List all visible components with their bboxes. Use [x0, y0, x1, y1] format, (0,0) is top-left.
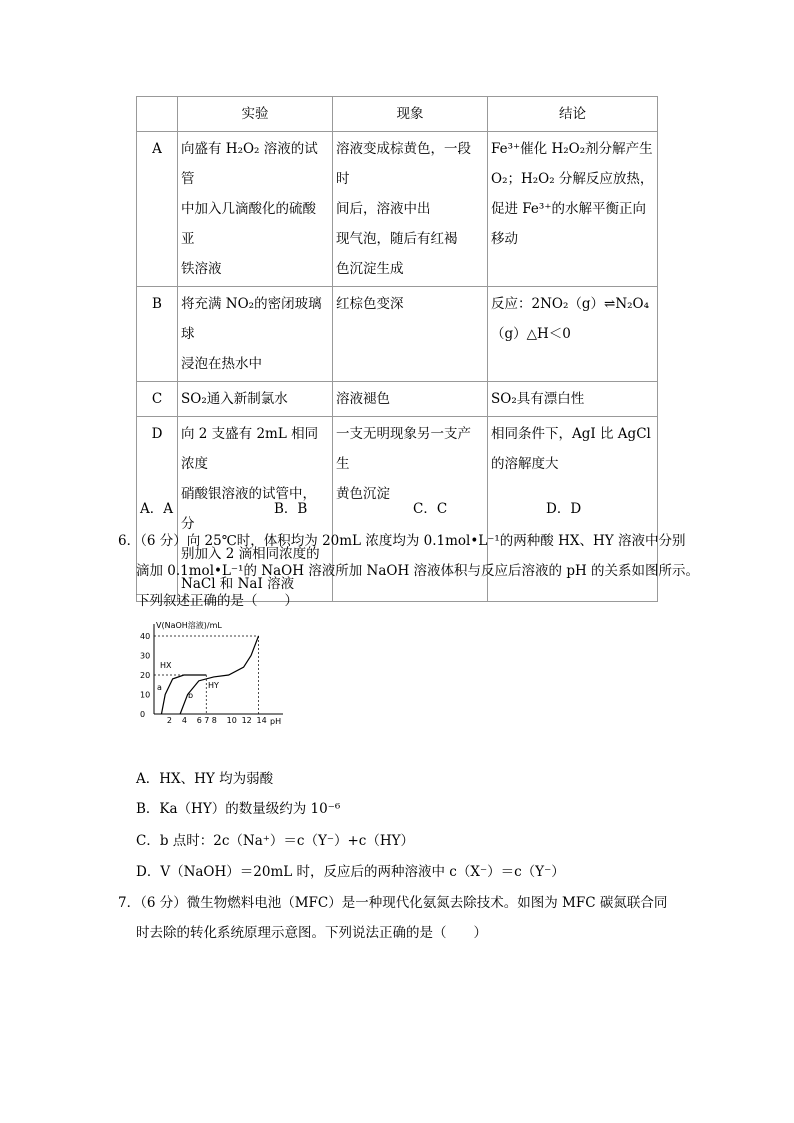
cell-line: 黄色沉淀: [336, 486, 390, 502]
cell-line: SO₂具有漂白性: [491, 391, 585, 407]
tick-labels: [140, 632, 267, 725]
cell-phenomenon: [333, 132, 488, 287]
y-tick-label: 10: [140, 690, 151, 700]
cell-line: （g）△H＜0: [491, 326, 571, 342]
x-tick-label: 6: [196, 716, 202, 725]
y-tick-label: 30: [140, 651, 151, 661]
point-a-label: a: [157, 683, 162, 692]
q5-option-c: C．C: [413, 501, 448, 517]
table-row: [137, 382, 658, 417]
series-group: [154, 636, 259, 714]
cell-phenomenon: [333, 287, 488, 382]
header-phenomenon: 现象: [333, 97, 488, 132]
header-experiment: 实验: [178, 97, 333, 132]
cell-line: 的溶解度大: [491, 456, 559, 472]
q6-option-a: A．HX、HY 均为弱酸: [136, 771, 274, 787]
x-tick-label: 10: [226, 716, 237, 725]
x-tick-label: 14: [256, 716, 267, 725]
cell-line: 色沉淀生成: [336, 261, 404, 277]
cell-line: 浸泡在热水中: [181, 356, 262, 372]
q6-stem-line: 6．（6 分）向 25℃时，体积均为 20mL 浓度均为 0.1mol•L⁻¹的两种酸 HX、HY 溶液中分别: [118, 533, 686, 549]
x-tick-label: 8: [211, 716, 217, 725]
row-label: D: [137, 417, 178, 602]
y-tick-label: 40: [140, 632, 151, 641]
q5-option-d: D．D: [546, 501, 582, 517]
point-b-label: b: [188, 691, 194, 700]
q7-stem-line: 7．（6 分）微生物燃料电池（MFC）是一种现代化氨氮去除技术。如图为 MFC 碳氮联合同: [118, 895, 668, 911]
cell-experiment: [178, 287, 333, 382]
cell-line: 红棕色变深: [336, 296, 404, 312]
ph-titration-graph: [138, 618, 288, 728]
cell-line: 中加入几滴酸化的硫酸亚: [181, 201, 316, 247]
cell-line: O₂；H₂O₂ 分解反应放热，: [491, 171, 654, 187]
q6-stem-line: 下列叙述正确的是（ ）: [136, 593, 298, 609]
cell-line: 间后，溶液中出: [336, 201, 431, 217]
cell-line: 反应：2NO₂（g）⇌N₂O₄: [491, 296, 650, 312]
row-label: C: [137, 382, 178, 417]
cell-line: SO₂通入新制氯水: [181, 391, 288, 407]
cell-line: 一支无明现象另一支产生: [336, 426, 471, 472]
series-label-hy: HY: [208, 681, 219, 690]
cell-conclusion: [488, 287, 658, 382]
q7-stem-line: 时去除的转化系统原理示意图。下列说法正确的是（ ）: [136, 925, 487, 941]
table-row: [137, 287, 658, 382]
cell-experiment: [178, 132, 333, 287]
q5-option-b: B．B: [274, 501, 308, 517]
cell-experiment: [178, 382, 333, 417]
cell-line: 溶液褪色: [336, 391, 390, 407]
table-row: [137, 132, 658, 287]
q6-option-c: C．b 点时：2c（Na⁺）＝c（Y⁻）+c（HY）: [136, 833, 415, 849]
q6-option-b: B．Ka（HY）的数量级约为 10⁻⁶: [136, 801, 341, 817]
cell-line: 现气泡，随后有红褐: [336, 231, 458, 247]
y-tick-label: 0: [140, 710, 146, 719]
cell-line: 向 2 支盛有 2mL 相同浓度: [181, 426, 319, 472]
row-label: B: [137, 287, 178, 382]
cell-line: 硝酸银溶液的试管中，分: [181, 486, 316, 532]
y-tick-label: 20: [140, 671, 151, 680]
cell-line: NaCl 和 NaI 溶液: [181, 576, 295, 592]
cell-line: 别加入 2 滴相同浓度的: [181, 546, 320, 562]
table-header-row: [137, 97, 658, 132]
x-axis-label: pH: [270, 717, 282, 726]
q6-stem-line: 滴加 0.1mol•L⁻¹的 NaOH 溶液所加 NaOH 溶液体积与反应后溶液的 pH 的关系如图所示。: [136, 563, 700, 579]
cell-phenomenon: [333, 382, 488, 417]
x-tick-label: 12: [241, 716, 252, 725]
row-label: A: [137, 132, 178, 287]
cell-line: 将充满 NO₂的密闭玻璃球: [181, 296, 322, 342]
cell-conclusion: [488, 132, 658, 287]
y-axis-label: V(NaOH溶液)/mL: [156, 621, 222, 630]
series-label-hx: HX: [160, 661, 172, 670]
x-tick-label: 2: [166, 716, 173, 725]
cell-line: 促进 Fe³⁺的水解平衡正向: [491, 201, 646, 217]
x-tick-label: 7: [204, 716, 210, 725]
cell-line: 向盛有 H₂O₂ 溶液的试管: [181, 141, 318, 187]
q5-option-a: A．A: [140, 501, 173, 517]
cell-conclusion: [488, 382, 658, 417]
cell-line: 溶液变成棕黄色，一段时: [336, 141, 471, 187]
cell-line: 铁溶液: [181, 261, 222, 277]
cell-line: Fe³⁺催化 H₂O₂剂分解产生: [491, 141, 653, 157]
header-conclusion: 结论: [488, 97, 658, 132]
cell-line: 相同条件下，AgI 比 AgCl: [491, 426, 651, 442]
header-empty: [137, 97, 178, 132]
cell-line: 移动: [491, 231, 518, 247]
q6-option-d: D．V（NaOH）＝20mL 时，反应后的两种溶液中 c（X⁻）＝c（Y⁻）: [136, 864, 565, 880]
x-tick-label: 4: [181, 716, 187, 725]
